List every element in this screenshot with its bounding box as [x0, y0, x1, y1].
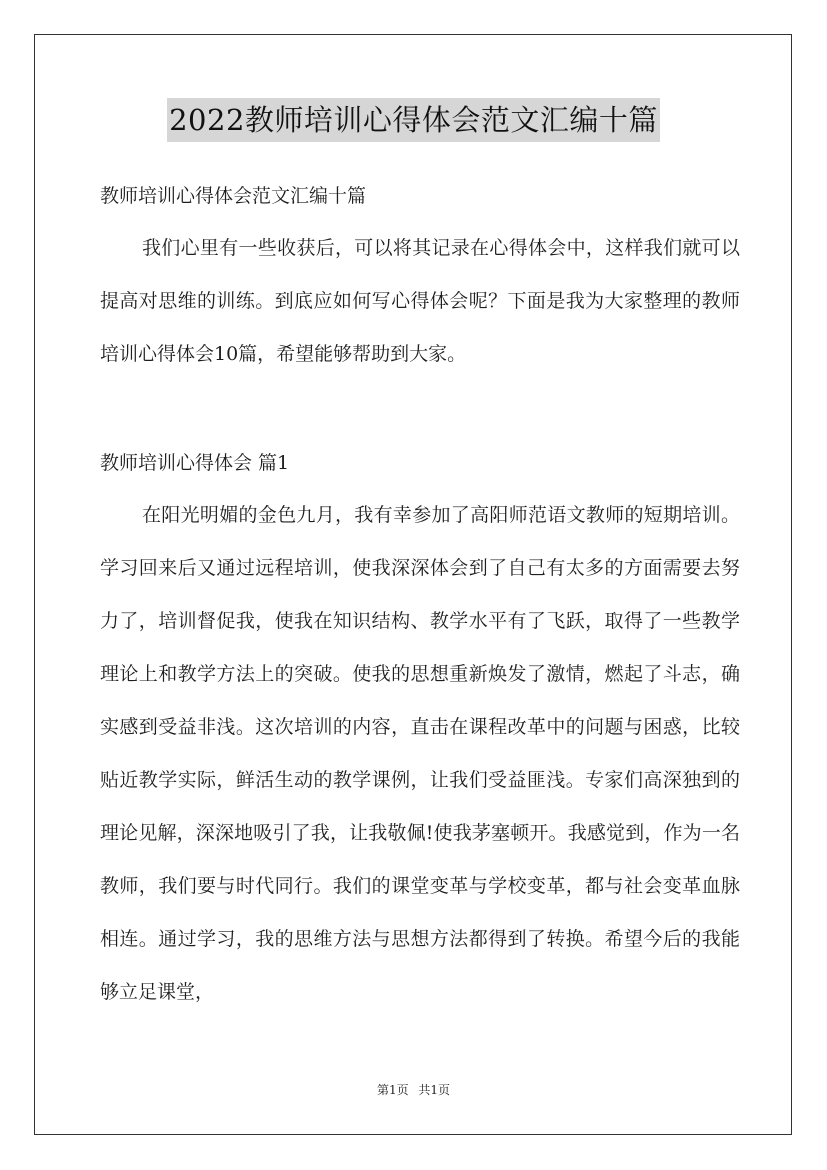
title-container: [0, 98, 827, 142]
page-total: 共1页: [418, 1083, 451, 1097]
section-heading: 教师培训心得体会 篇1: [100, 452, 290, 474]
page-footer: [0, 1081, 827, 1098]
document-title: 2022教师培训心得体会范文汇编十篇: [167, 98, 660, 142]
document-subtitle: 教师培训心得体会范文汇编十篇: [100, 185, 367, 207]
page-number: 第1页: [376, 1083, 409, 1097]
intro-paragraph: 我们心里有一些收获后，可以将其记录在心得体会中，这样我们就可以提高对思维的训练。到底应如何写心得体会呢？下面是我为大家整理的教师培训心得体会10篇，希望能够帮助到大家。: [100, 237, 740, 365]
section-body-paragraph: 在阳光明媚的金色九月，我有幸参加了高阳师范语文教师的短期培训。学习回来后又通过远程培训，使我深深体会到了自己有太多的方面需要去努力了，培训督促我，使我在知识结构、教学水平有了飞跃，取得了一些教学理论上和教学方法上的突破。使我的思想重新焕发了激情，燃起了斗志，确实感到受益非浅。这次培训的内容，直击在课程改革中的问题与困惑，比较贴近教学实际，鲜活生动的教学课例，让我们受益匪浅。专家们高深独到的理论见解，深深地吸引了我，让我敬佩!使我茅塞顿开。我感觉到，作为一名教师，我们要与时代同行。我们的课堂变革与学校变革，都与社会变革血脉相连。通过学习，我的思维方法与思想方法都得到了转换。希望今后的我能够立足课堂，: [100, 504, 740, 1003]
